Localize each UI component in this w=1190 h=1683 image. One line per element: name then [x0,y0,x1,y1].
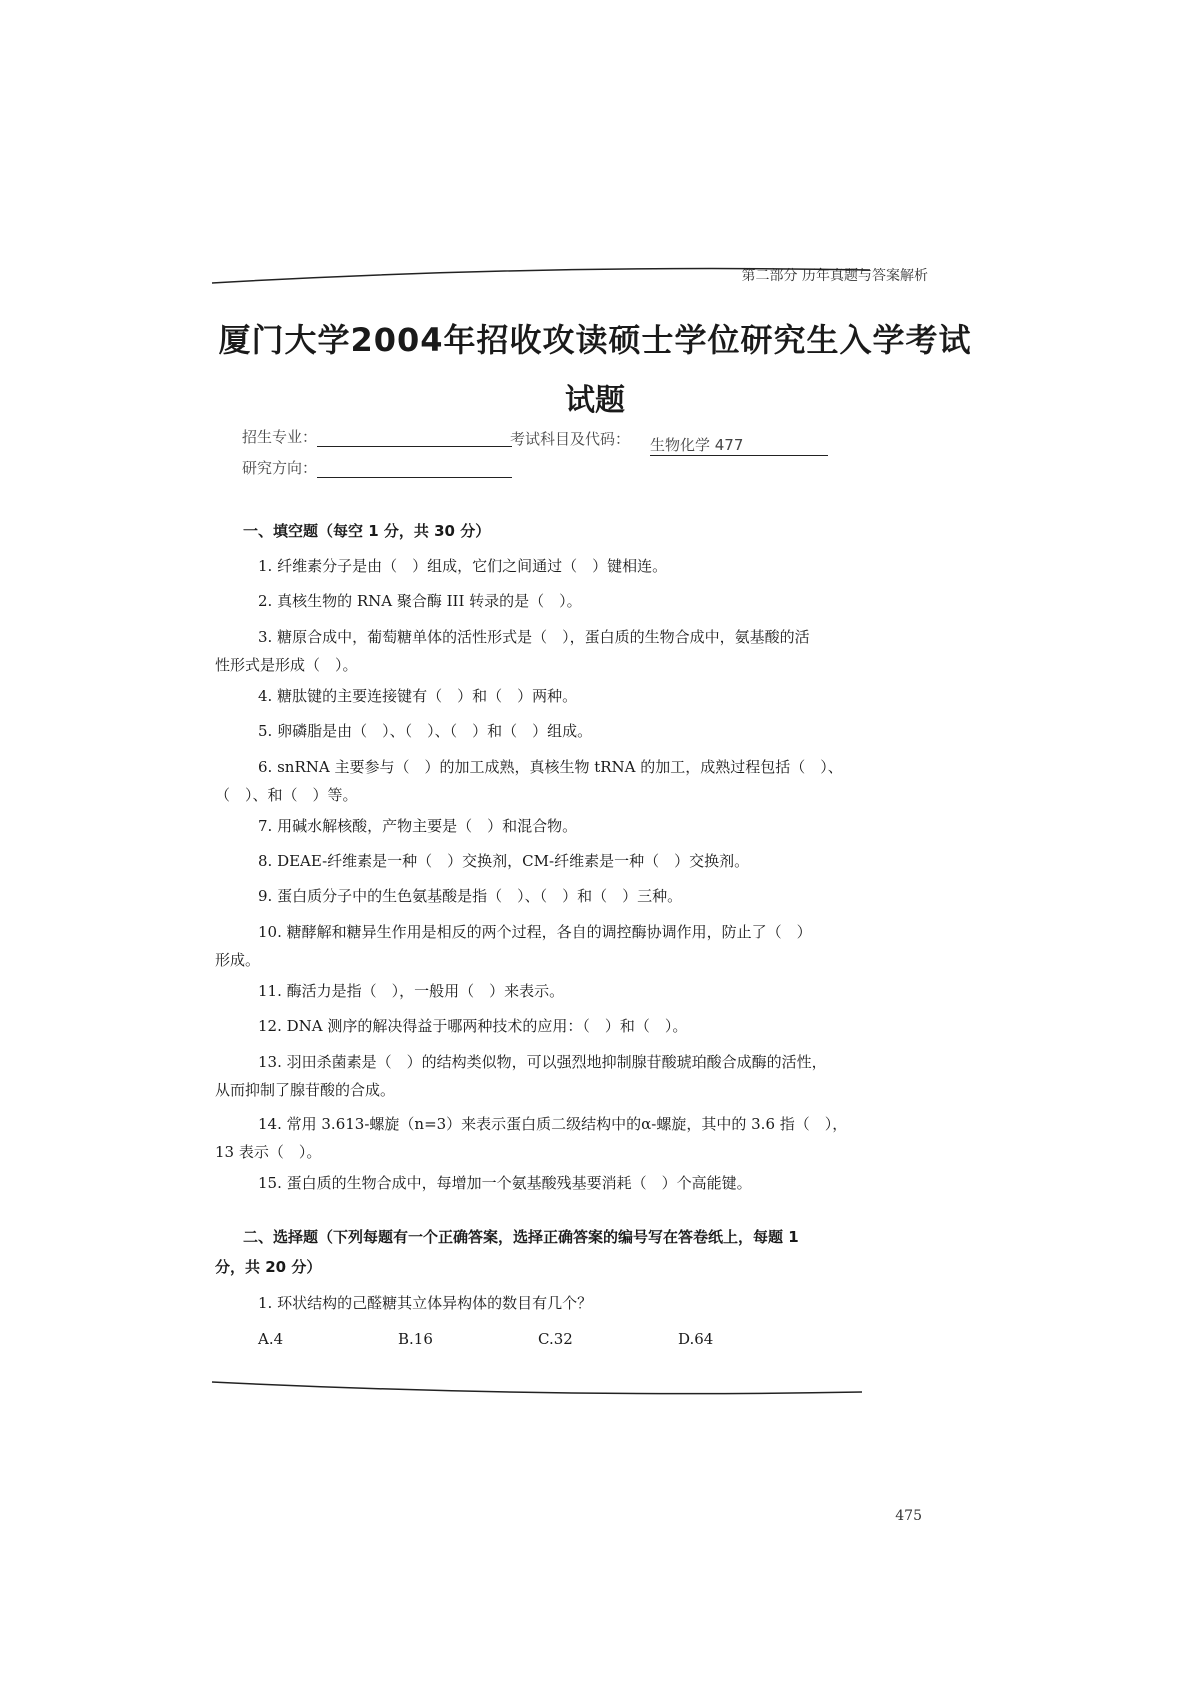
major-label: 招生专业： [242,428,318,446]
mc-question-1-choices [233,1318,933,1354]
question-5: 5. 卵磷脂是由（ ）、（ ）、（ ）和（ ）组成。 [258,722,593,740]
choice-c: C.32 [538,1330,573,1348]
multiple-choice-section [215,1222,933,1354]
mc-question-1: 1. 环状结构的己醛糖其立体异构体的数目有几个？ [258,1294,593,1312]
question-3-continuation: 性形式是形成（ ）。 [215,656,358,674]
page-subtitle: 试题 [565,383,625,418]
choice-a: A.4 [258,1330,284,1348]
question-13-continuation: 从而抑制了腺苷酸的合成。 [215,1081,396,1099]
section2-heading-line2: 分，共 20 分） [215,1258,322,1276]
subject-label: 考试科目及代码： [510,430,631,448]
question-2: 2. 真核生物的 RNA 聚合酶 III 转录的是（ ）。 [258,592,582,610]
fill-in-section [215,514,933,1201]
page-number: 475 [895,1508,922,1524]
question-9: 9. 蛋白质分子中的生色氨基酸是指（ ）、（ ）和（ ）三种。 [258,887,683,905]
page-title: 厦门大学2004年招收攻读硕士学位研究生入学考试 [218,321,972,359]
section2-heading-line1: 二、选择题（下列每题有一个正确答案，选择正确答案的编号写在答卷纸上，每题 1 [243,1228,799,1246]
subject-field [510,428,630,449]
question-1: 1. 纤维素分子是由（ ）组成，它们之间通过（ ）键相连。 [258,557,668,575]
question-8: 8. DEAE-纤维素是一种（ ）交换剂，CM-纤维素是一种（ ）交换剂。 [258,852,750,870]
major-field [242,426,512,447]
direction-label: 研究方向： [242,459,318,477]
question-10: 10. 糖酵解和糖异生作用是相反的两个过程，各自的调控酶协调作用，防止了（ ） [258,923,812,941]
subject-value-field [650,434,828,456]
question-12: 12. DNA 测序的解决得益于哪两种技术的应用：（ ）和（ ）。 [258,1017,688,1035]
question-6: 6. snRNA 主要参与（ ）的加工成熟，真核生物 tRNA 的加工，成熟过程包括（ ）、 [258,758,843,776]
question-10-continuation: 形成。 [215,951,261,969]
question-14-continuation: 13 表示（ ）。 [215,1143,322,1161]
choice-b: B.16 [398,1330,433,1348]
header-rule [0,258,1190,288]
question-13: 13. 羽田杀菌素是（ ）的结构类似物，可以强烈地抑制腺苷酸琥珀酸合成酶的活性， [258,1053,827,1071]
footer-rule [0,1374,1190,1404]
question-3: 3. 糖原合成中，葡萄糖单体的活性形式是（ ），蛋白质的生物合成中，氨基酸的活 [258,628,810,646]
question-15: 15. 蛋白质的生物合成中，每增加一个氨基酸残基要消耗（ ）个高能键。 [258,1174,752,1192]
question-7: 7. 用碱水解核酸，产物主要是（ ）和混合物。 [258,817,578,835]
direction-blank [317,459,512,478]
major-blank [317,428,512,447]
question-11: 11. 酶活力是指（ ），一般用（ ）来表示。 [258,982,565,1000]
section1-heading: 一、填空题（每空 1 分，共 30 分） [243,522,491,540]
subject-value: 生物化学 477 [650,434,828,456]
direction-field [242,457,512,478]
question-4: 4. 糖肽键的主要连接键有（ ）和（ ）两种。 [258,687,578,705]
question-6-continuation: （ ）、和（ ）等。 [215,786,358,804]
question-14: 14. 常用 3.613-螺旋（n=3）来表示蛋白质二级结构中的α-螺旋，其中的 3.6 指（ ）， [258,1115,848,1133]
choice-d: D.64 [678,1330,714,1348]
running-header: 第二部分 历年真题与答案解析 [741,268,928,284]
